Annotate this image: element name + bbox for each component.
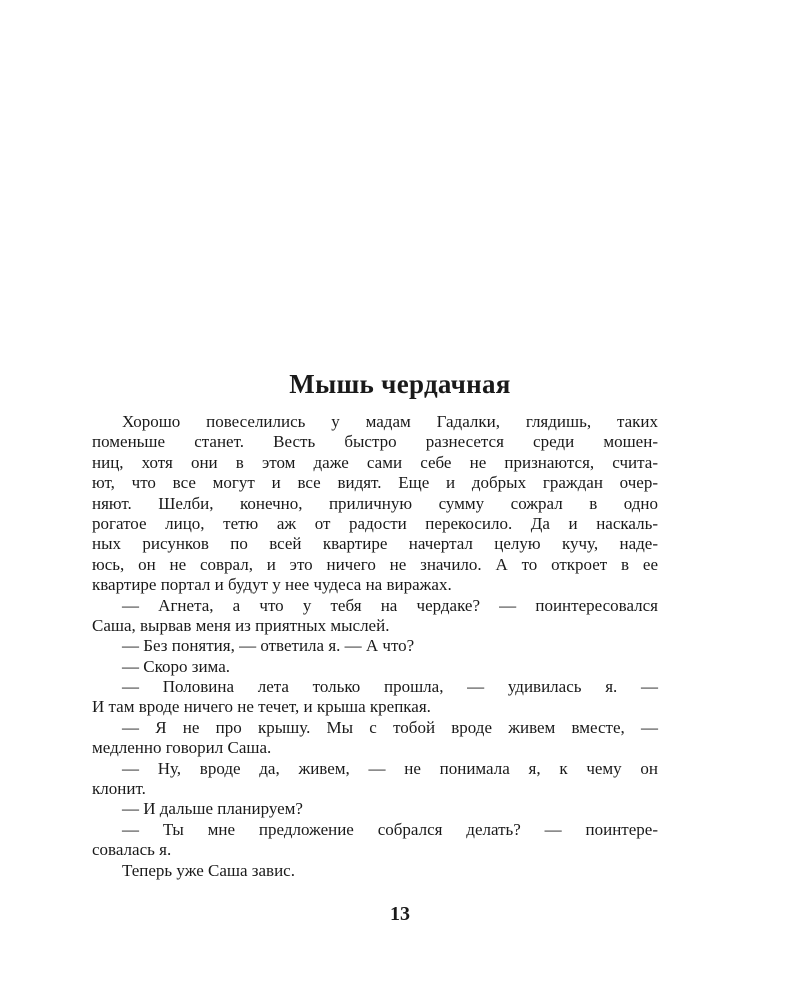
text-line: — Половина лета только прошла, — удивилась я. — <box>122 677 658 697</box>
text-line: Теперь уже Саша завис. <box>122 860 295 880</box>
text-line: — Без понятия, — ответила я. — А что? <box>122 636 415 656</box>
text-line: — Скоро зима. <box>122 656 230 676</box>
text-line: рогатое лицо, тетю аж от радости перекосило. Да и наскаль- <box>92 513 658 533</box>
text-line: совалась я. <box>92 840 172 860</box>
text-line: — Ты мне предложение собрался делать? — поинтере- <box>122 819 658 839</box>
text-line: медленно говорил Саша. <box>92 738 272 758</box>
text-line: юсь, он не соврал, и это ничего не значило. А то откроет в ее <box>92 554 658 574</box>
text-line: няют. Шелби, конечно, приличную сумму сожрал в одно <box>92 493 658 513</box>
text-line: — Я не про крышу. Мы с тобой вроде живем вместе, — <box>122 717 658 737</box>
text-line: квартире портал и будут у нее чудеса на виражах. <box>92 575 452 595</box>
text-line: И там вроде ничего не течет, и крыша крепкая. <box>92 697 431 717</box>
page-number: 13 <box>390 903 410 925</box>
text-line: Саша, вырвав меня из приятных мыслей. <box>92 615 390 635</box>
text-line: — Агнета, а что у тебя на чердаке? — поинтересовался <box>122 595 658 615</box>
text-line: поменьше станет. Весть быстро разнесется среди мошен- <box>92 432 658 452</box>
chapter-title: Мышь чердачная <box>289 369 511 399</box>
text-line: Хорошо повеселились у мадам Гадалки, глядишь, таких <box>122 412 658 431</box>
text-line: — Ну, вроде да, живем, — не понимала я, к чему он <box>122 758 658 778</box>
text-line: клонит. <box>92 779 146 799</box>
text-line: — И дальше планируем? <box>122 799 303 819</box>
text-line: ных рисунков по всей квартире начертал целую кучу, наде- <box>92 534 658 554</box>
text-line: ниц, хотя они в этом даже сами себе не признаются, счита- <box>92 452 658 472</box>
chapter-body-text <box>92 412 658 881</box>
text-line: ют, что все могут и все видят. Еще и добрых граждан очер- <box>92 473 658 493</box>
